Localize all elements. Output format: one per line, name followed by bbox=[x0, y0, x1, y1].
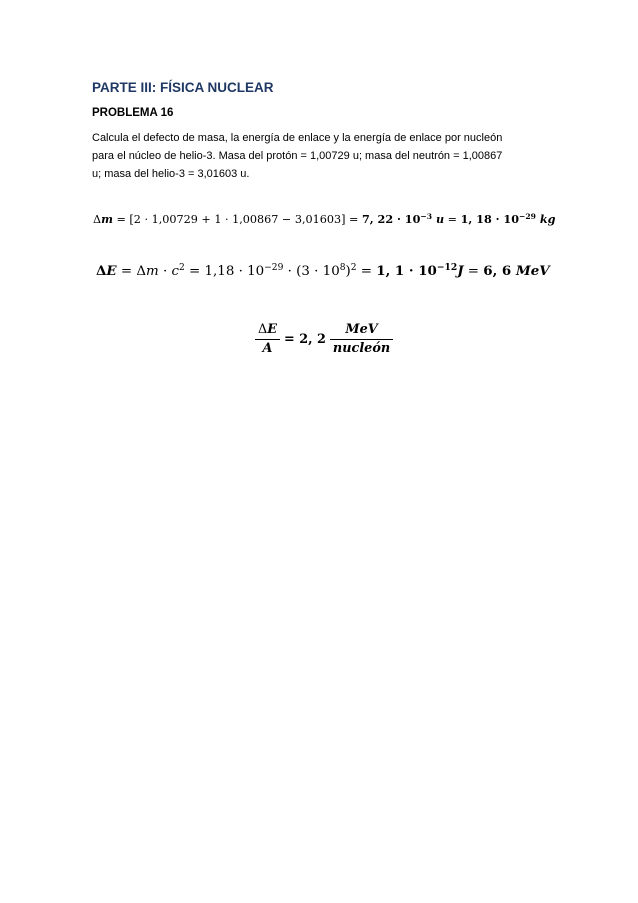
mass-defect-result-u: 7, $22 \cdot 10^{-3}$ u bbox=[361, 211, 445, 226]
mass-number-variable: A bbox=[262, 340, 273, 356]
unit-numerator: MeV bbox=[345, 321, 378, 337]
energy-result-mev: 6, 6 MeV bbox=[483, 263, 550, 279]
mass-defect-expression: = [2 · 1,00729 + 1 · 1,00867 − 3,01603] = bbox=[112, 213, 362, 226]
mass-variable: m bbox=[101, 212, 113, 226]
mass-variable: m bbox=[146, 264, 159, 279]
light-speed-value: · (3 · 10 bbox=[283, 264, 340, 279]
delta-symbol: Δ bbox=[96, 263, 107, 279]
unit-denominator: nucleón bbox=[332, 340, 391, 356]
equals-delta: = Δ bbox=[116, 264, 147, 279]
binding-energy-equation: $\Delta E = \Delta m \cdot c^2 = 1,18 \cdot 10^{-29} \cdot (3 \cdot 10^8)^2 = 1$, $1 \cdot 10^{-12}J = 6$, 6 MeV bbox=[96, 262, 550, 279]
light-speed-variable: c bbox=[171, 264, 179, 279]
equals-sign: = bbox=[444, 213, 461, 226]
statement-line-3: u; masa del helio-3 = 3,01603 u. bbox=[92, 168, 250, 180]
energy-variable: E bbox=[267, 321, 278, 337]
energy-over-a-fraction bbox=[255, 322, 280, 357]
energy-per-nucleon-equation bbox=[255, 320, 393, 358]
statement-line-2: para el núcleo de helio-3. Masa del protón = 1,00729 u; masa del neutrón = 1,00867 bbox=[92, 150, 503, 162]
fraction-bar bbox=[255, 339, 280, 340]
page-title: PARTE III: FÍSICA NUCLEAR bbox=[92, 80, 274, 95]
energy-per-nucleon-value: = 2, 2 bbox=[284, 331, 326, 347]
fraction-bar bbox=[330, 339, 393, 340]
energy-result-joules: 1, $1 \cdot 10^{-12}J$ bbox=[376, 262, 464, 279]
statement-line-1: Calcula el defecto de masa, la energía de enlace y la energía de enlace por nucleón bbox=[92, 132, 503, 144]
mass-value: = 1,18 · 10 bbox=[184, 264, 265, 279]
mass-defect-result-kg: 1, $18 \cdot 10^{-29}$ kg bbox=[460, 211, 556, 226]
unit-fraction bbox=[330, 322, 393, 357]
problem-heading: PROBLEMA 16 bbox=[92, 107, 174, 119]
energy-variable: E bbox=[106, 263, 117, 279]
mass-defect-equation bbox=[93, 212, 555, 226]
problem-statement bbox=[92, 129, 554, 183]
delta-symbol: Δ bbox=[93, 213, 102, 226]
delta-symbol: Δ bbox=[258, 321, 268, 337]
